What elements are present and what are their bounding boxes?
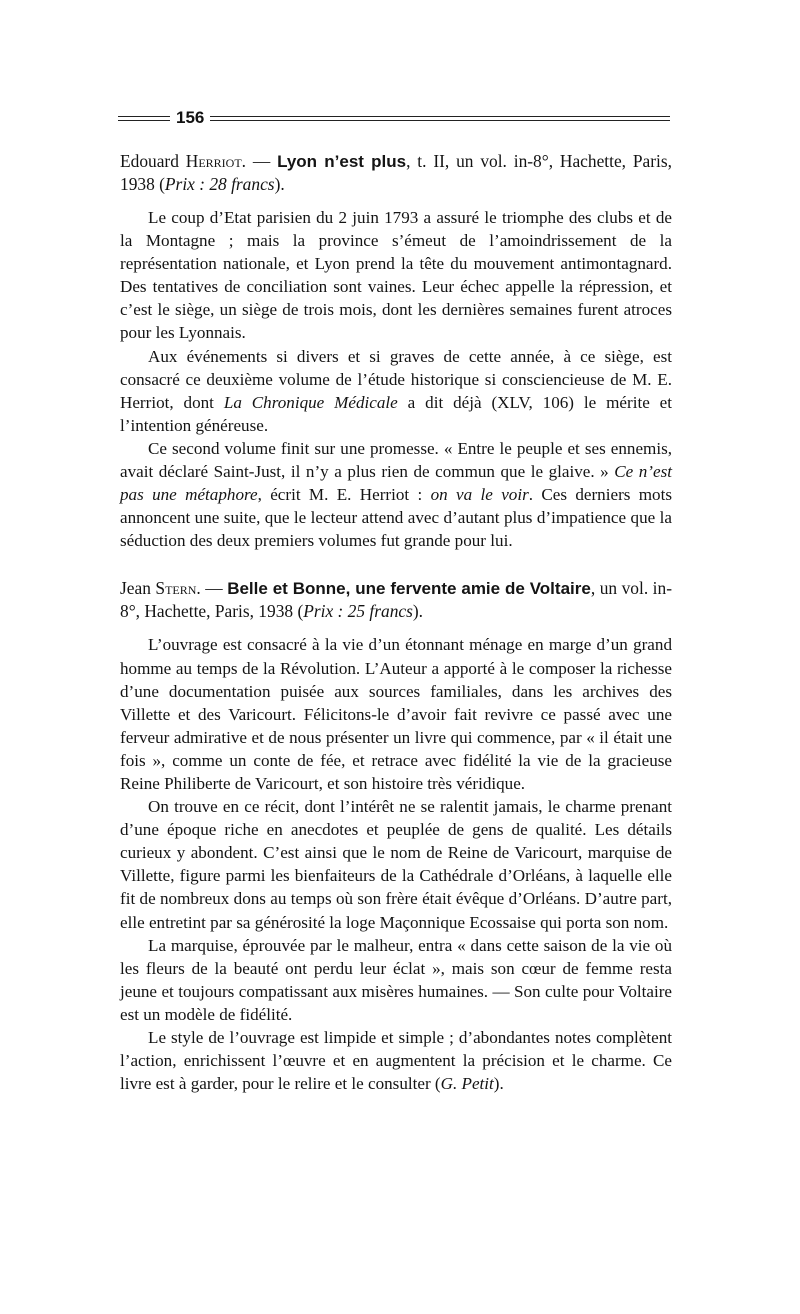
review-paragraph xyxy=(120,345,672,437)
paragraph-text: . Ces derniers mots annoncent une suite, que le lecteur attend avec d’autant plus d’impatience que la séduction des deux premiers volumes fut grande pour lui. xyxy=(120,485,672,551)
author-first-name: Edouard xyxy=(120,151,179,171)
review-paragraph: Le coup d’Etat parisien du 2 juin 1793 a assuré le triomphe des clubs et de la Montagne ; mais la province s’émeut de l’amoindrissement de la représentation nationale, et Lyon prend la tête du mouvement antimontagnard. Des tentatives de conciliation sont vaines. Leur échec appelle la répression, et c’est le siège, un siège de trois mois, dont les dernières semaines furent atroces pour les Lyonnais. xyxy=(120,208,672,343)
page-number: 156 xyxy=(176,108,205,127)
quote-italic: Ce n’est pas une métaphore xyxy=(120,462,672,505)
book-details: , t. II, un vol. in-8°, Hachette, Paris, 1938 ( xyxy=(120,151,672,194)
paragraph-text: Ce second volume finit sur une promesse. « Entre le peuple et ses ennemis, avait déclaré Saint-Just, il n’y a plus rien de commun que le glaive. » xyxy=(120,438,672,482)
page-header xyxy=(118,104,670,132)
header-rule-left xyxy=(118,116,170,121)
citation-dash: — xyxy=(246,151,278,171)
reviewer-name: G. Petit xyxy=(440,1074,494,1094)
journal-title: La Chronique Médicale xyxy=(223,392,398,412)
review-paragraph: La marquise, éprouvée par le malheur, entra « dans cette saison de la vie où les fleurs de la beauté ont perdu leur éclat », mais son cœur de femme resta jeune et toujours compatissant aux misères humaines. — Son culte pour Voltaire est un modèle de fidélité. xyxy=(120,935,672,1024)
paragraph-text: Aux événements si divers et si graves de cette année, à ce siège, est consacré ce deuxième volume de l’étude historique si consciencieuse de M. E. Herriot, dont xyxy=(120,346,672,412)
page-body xyxy=(120,150,672,1095)
paragraph-text: a dit déjà (XLV, 106) le mérite et l’intention généreuse. xyxy=(120,392,673,435)
entry-citation xyxy=(120,577,672,623)
book-details: , un vol. in-8°, Hachette, Paris, 1938 ( xyxy=(120,578,672,622)
entry-citation xyxy=(120,150,672,196)
citation-close: ). xyxy=(412,601,424,622)
review-entry-herriot xyxy=(120,150,672,552)
review-paragraph xyxy=(120,437,672,552)
review-entry-stern xyxy=(120,577,672,1095)
author-last-name: Stern. xyxy=(155,578,201,599)
citation-dash: — xyxy=(200,578,228,599)
paragraph-text: Le style de l’ouvrage est limpide et simple ; d’abondantes notes complètent l’action, enrichissent l’œuvre et en augmentent la précision et le charme. Ce livre est à garder, pour le relire et le consulter ( xyxy=(120,1028,672,1094)
book-price: Prix : 28 francs xyxy=(164,174,275,194)
quote-italic: on va le voir xyxy=(430,485,529,505)
book-title: Belle et Bonne, une fervente amie de Voltaire xyxy=(227,579,591,599)
book-title: Lyon n’est plus xyxy=(277,152,407,171)
author-last-name: Herriot. xyxy=(185,151,247,171)
citation-close: ). xyxy=(274,174,285,194)
review-paragraph xyxy=(120,1026,672,1095)
author-first-name: Jean xyxy=(120,578,151,599)
header-rule-right xyxy=(210,116,670,121)
book-price: Prix : 25 francs xyxy=(303,601,413,622)
review-paragraph: On trouve en ce récit, dont l’intérêt ne se ralentit jamais, le charme prenant d’une époque riche en anecdotes et peuplée de gens de qualité. Les détails curieux y abondent. C’est ainsi que le nom de Reine de Varicourt, marquise de Villette, figure parmi les bienfaiteurs de la Cathédrale d’Orléans, à laquelle elle fit de nombreux dons au temps où son frère était évêque d’Orléans. D’autre part, elle entretint par sa générosité la loge Maçonnique Ecossaise qui porta son nom. xyxy=(120,797,672,932)
review-paragraph: L’ouvrage est consacré à la vie d’un étonnant ménage en marge d’un grand homme au temps de la Révolution. L’Auteur a apporté à le composer la richesse d’une documentation puisée aux sources familiales, dans les archives des Villette et des Varicourt. Félicitons-le d’avoir fait revivre ce passé avec une ferveur admirative et de nous présenter un livre qui commence, par « il était une fois », comme un conte de fée, et retrace avec fidélité la vie de la gracieuse Reine Philiberte de Varicourt, et son histoire très véridique. xyxy=(120,635,672,793)
paragraph-text: ). xyxy=(493,1074,504,1094)
paragraph-text: , écrit M. E. Herriot : xyxy=(257,485,431,505)
